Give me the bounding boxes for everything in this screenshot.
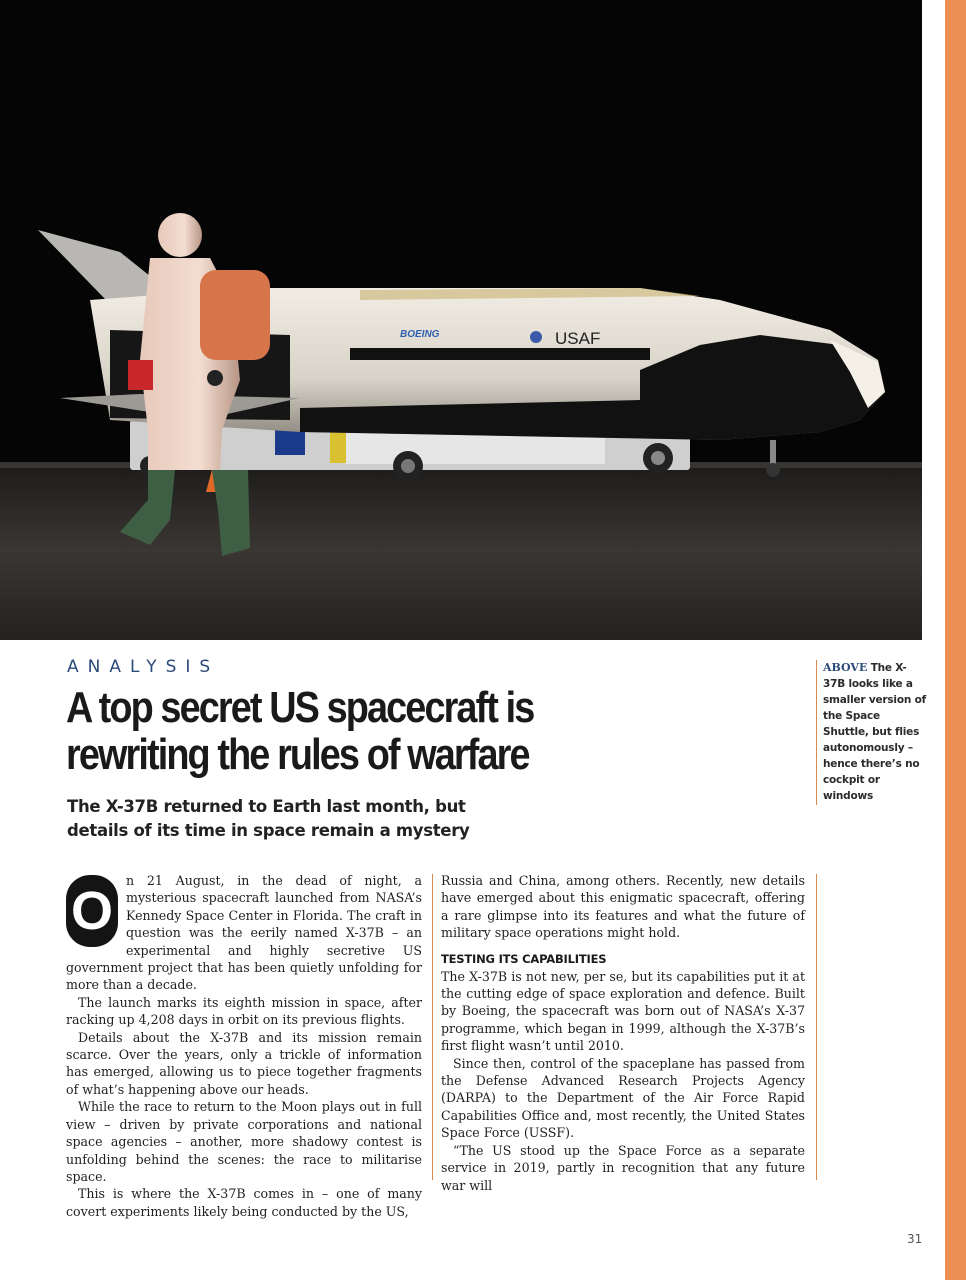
standfirst: The X-37B returned to Earth last month, but details of its time in space remain a mystery [67,797,470,840]
headline-line: rewriting the rules of warfare [66,730,529,779]
body-paragraph: Details about the X-37B and its mission remain scarce. Over the years, only a trickle of information has emerged, allowing us to piece together fragments of what’s happening above our heads. [66,1029,422,1097]
body-paragraph: n 21 August, in the dead of night, a mysterious spacecraft launched from NASA’s Kennedy Space Center in Florida. The craft in question was the eerily named X-37B – an experimental and highly secretive US government project that has been quietly unfolding for more than a decade. [66,873,422,993]
dropcap: O [66,875,118,947]
headline-line: A top secret US spacecraft is [66,683,534,732]
usaf-marking: USAF [555,329,601,348]
x37b-photo-illustration [0,0,922,640]
page-edge-accent [945,0,966,1280]
section-kicker: ANALYSIS [67,657,220,677]
body-paragraph: The launch marks its eighth mission in space, after racking up 4,208 days in orbit on its previous flights. [66,994,422,1028]
body-paragraph: While the race to return to the Moon plays out in full view – driven by private corporations and national space agencies – another, more shadowy contest is unfolding behind the scenes: the race to militarise space. [66,1099,422,1184]
hero-photo [0,0,922,640]
body-column-left [66,872,422,1220]
page-number: 31 [907,1232,923,1246]
column-rule-right [816,874,817,1180]
subhead: TESTING ITS CAPABILITIES [441,951,607,966]
boeing-marking: BOEING [400,329,440,340]
body-paragraph: Russia and China, among others. Recently, new details have emerged about this enigmatic spacecraft, offering a rare glimpse into its features and what the future of military space operations might hold. [441,873,805,941]
body-paragraph: The X-37B is not new, per se, but its capabilities put it at the cutting edge of space exploration and defence. Built by Boeing, the spacecraft was born out of NASA’s X-37 programme, which began in 1999, although the X-37B’s first flight wasn’t until 2010. [441,968,805,1054]
photo-caption [816,660,926,805]
caption-lead: ABOVE [823,661,868,674]
headline [66,684,548,778]
body-paragraph: “The US stood up the Space Force as a separate service in 2019, partly in recognition that any future war will [441,1142,805,1193]
column-divider [432,874,433,1180]
body-column-right [441,872,805,1194]
body-paragraph: Since then, control of the spaceplane has passed from the Defense Advanced Research Projects Agency (DARPA) to the Department of the Air Force Rapid Capabilities Office and, most recently, the United States Space Force (USSF). [441,1055,805,1141]
caption-body: The X-37B looks like a smaller version of the Space Shuttle, but flies autonomously – hence there’s no cockpit or windows [823,662,926,802]
body-paragraph: This is where the X-37B comes in – one of many covert experiments likely being conducted by the US, [66,1186,422,1219]
